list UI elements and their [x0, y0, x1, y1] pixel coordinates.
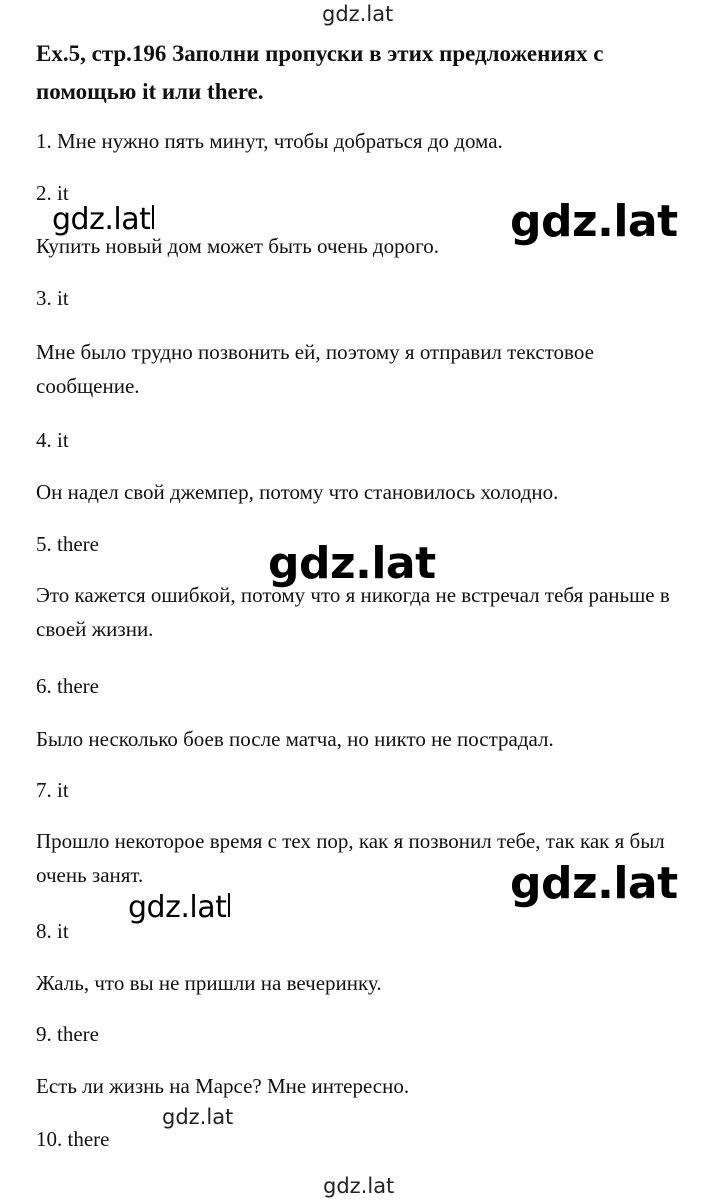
- watermark-bottom: gdz.lat: [323, 1174, 395, 1198]
- item-5-translation: Это кажется ошибкой, потому что я никогда не встречал тебя раньше в своей жизни.: [36, 583, 670, 641]
- item-1-translation: 1. Мне нужно пять минут, чтобы добраться до дома.: [36, 129, 503, 153]
- item-2-label: 2. it: [36, 181, 69, 205]
- watermark-overlay-3: gdz.lat: [268, 538, 436, 589]
- watermark-overlay-4: gdz.lat: [510, 858, 678, 909]
- item-5-label: 5. there: [36, 532, 99, 556]
- item-9-translation: Есть ли жизнь на Марсе? Мне интересно.: [36, 1074, 410, 1098]
- item-6-translation: Было несколько боев после матча, но никто не пострадал.: [36, 727, 554, 751]
- item-9-label: 9. there: [36, 1022, 99, 1046]
- item-7-label: 7. it: [36, 778, 69, 802]
- item-3-label: 3. it: [36, 286, 69, 310]
- item-6-label: 6. there: [36, 674, 99, 698]
- item-8-label: 8. it: [36, 919, 69, 943]
- item-10-label: 10. there: [36, 1127, 110, 1151]
- watermark-overlay-2: gdz.lat: [510, 196, 678, 247]
- item-8-translation: Жаль, что вы не пришли на вечеринку.: [36, 971, 382, 995]
- item-4-label: 4. it: [36, 428, 69, 452]
- watermark-overlay-5: gdz.lat: [128, 893, 230, 923]
- item-7-translation: Прошло некоторое время с тех пор, как я позвонил тебе, так как я был очень занят.: [36, 829, 665, 887]
- item-3-translation: Мне было трудно позвонить ей, поэтому я отправил текстовое сообщение.: [36, 340, 594, 398]
- watermark-overlay-6: gdz.lat: [162, 1105, 234, 1129]
- item-4-translation: Он надел свой джемпер, потому что становилось холодно.: [36, 480, 559, 504]
- item-2-translation: Купить новый дом может быть очень дорого.: [36, 234, 439, 258]
- watermark-top: gdz.lat: [322, 2, 394, 26]
- watermark-overlay-1: gdz.lat: [52, 205, 154, 235]
- exercise-heading: Ex.5, стр.196 Заполни пропуски в этих предложениях с помощью it или there.: [36, 41, 604, 104]
